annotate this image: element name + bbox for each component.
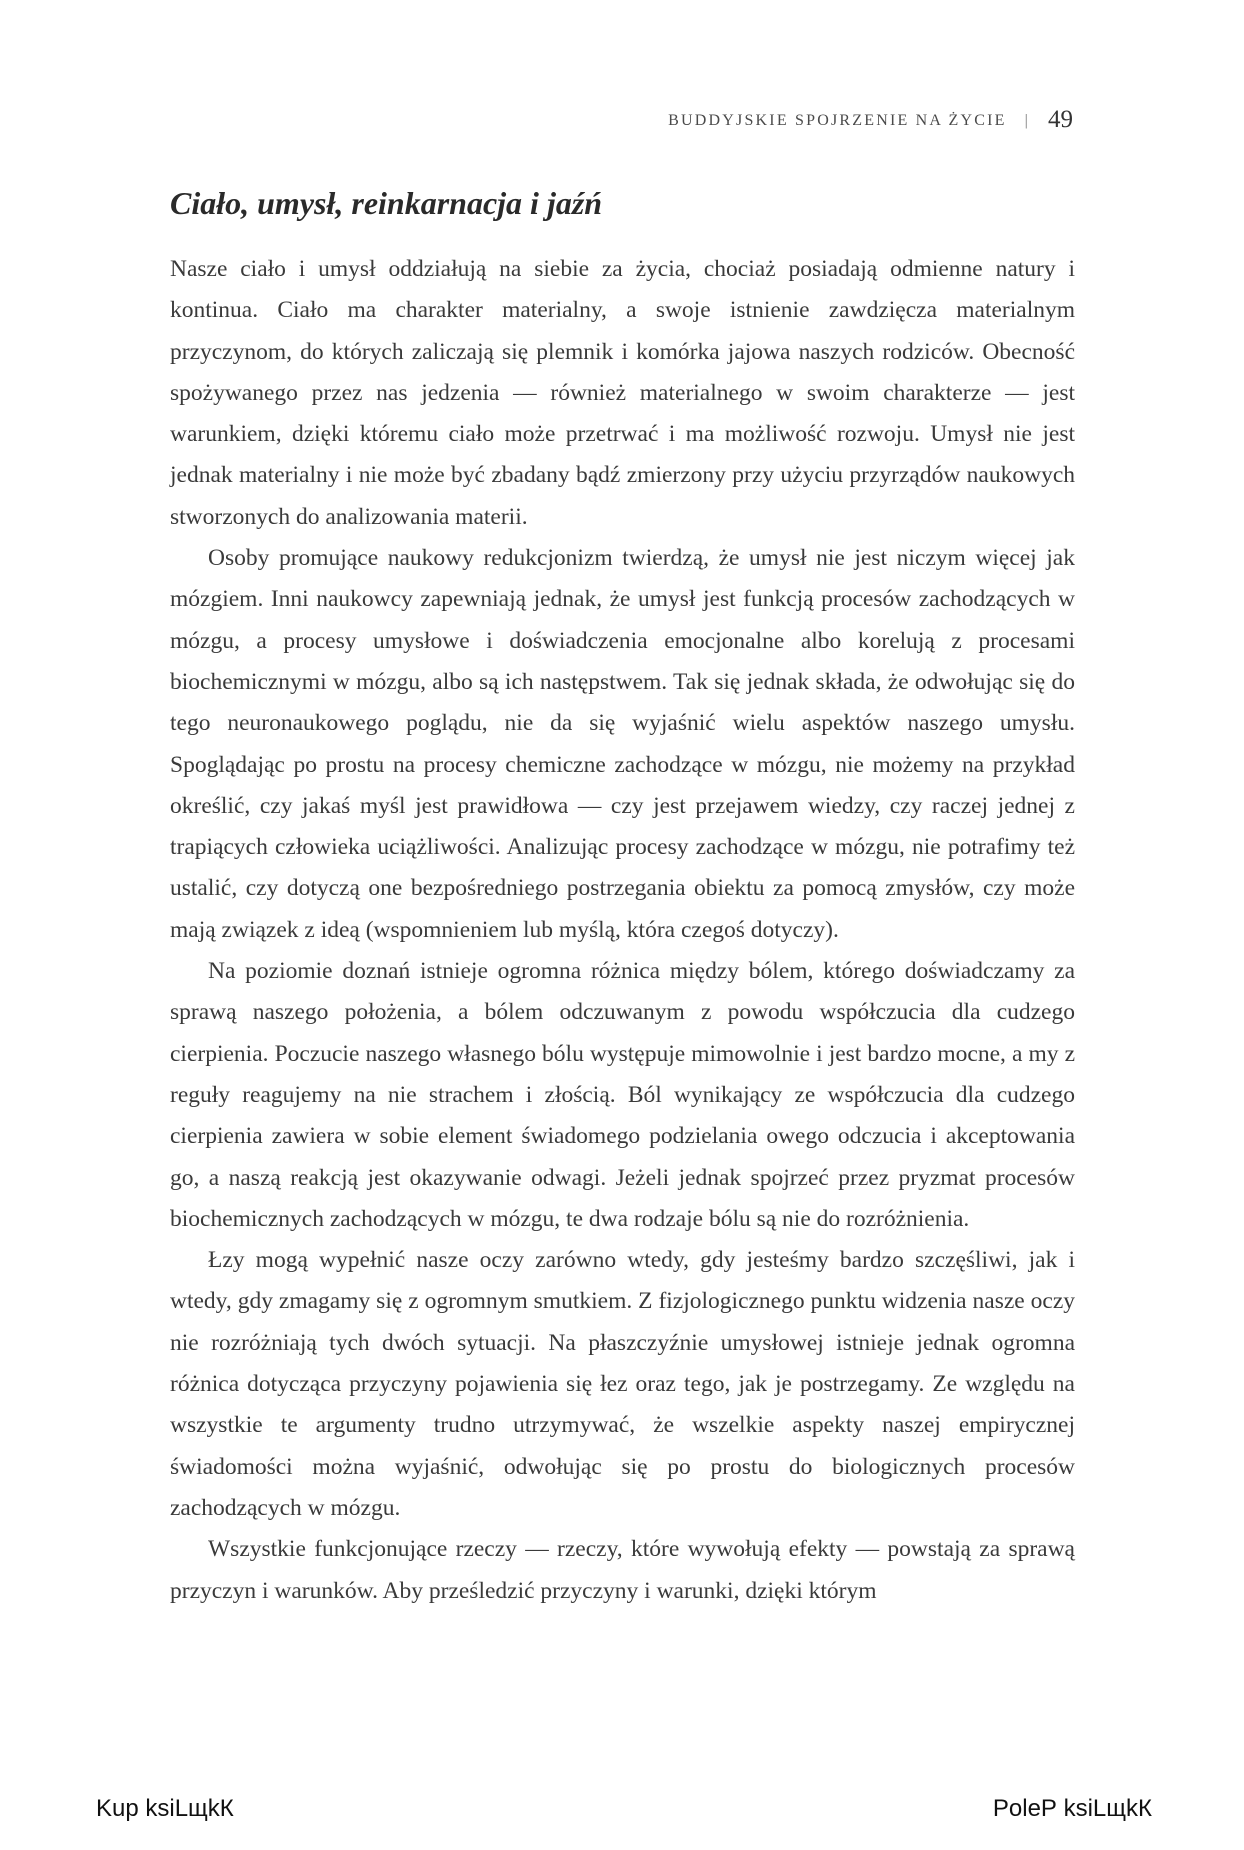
running-title: BUDDYJSKIE SPOJRZENIE NA ŻYCIE [668,112,1007,129]
running-head [668,106,1073,134]
paragraph: Nasze ciało i umysł oddziałują na siebie za życia, chociaż posiadają odmienne natury i kontinua. Ciało ma charakter materialny, a swoje istnienie zawdzięcza materialnym przyczynom, do których zaliczają się plemnik i komórka jajowa naszych rodziców. Obecność spożywanego przez nas jedzenia — również materialnego w swoim charakterze — jest warunkiem, dzięki któremu ciało może przetrwać i ma możliwość rozwoju. Umysł nie jest jednak materialny i nie może być zbadany bądź zmierzony przy użyciu przyrządów naukowych stworzonych do analizowania materii. [170,256,1075,530]
paragraph: Osoby promujące naukowy redukcjonizm twierdzą, że umysł nie jest niczym więcej jak mózgiem. Inni naukowcy zapewniają jednak, że umysł jest funkcją procesów zachodzących w mózgu, a procesy umysłowe i doświadczenia emocjonalne albo korelują z procesami biochemicznymi w mózgu, albo są ich następstwem. Tak się jednak składa, że odwołując się do tego neuronaukowego poglądu, nie da się wyjaśnić wielu aspektów naszego umysłu. Spoglądając po prostu na procesy chemiczne zachodzące w mózgu, nie możemy na przykład określić, czy jakaś myśl jest prawidłowa — czy jest przejawem wiedzy, czy raczej jednej z trapiących człowieka uciążliwości. Analizując procesy zachodzące w mózgu, nie potrafimy też ustalić, czy dotyczą one bezpośredniego postrzegania obiektu za pomocą zmysłów, czy może mają związek z ideą (wspomnieniem lub myślą, która czegoś dotyczy). [170,545,1075,943]
buy-book-link[interactable]: Kup ksiLщkК [96,1795,234,1822]
recommend-book-link[interactable]: PoleР ksiLщkК [992,1795,1152,1822]
section-title: Ciało, umysł, reinkarnacja i jaźń [170,185,603,221]
paragraph: Wszystkie funkcjonujące rzeczy — rzeczy, które wywołują efekty — powstają za sprawą przyczyn i warunków. Aby prześledzić przyczyny i warunki, dzięki którym [170,1536,1075,1604]
page-number: 49 [1048,106,1073,133]
page-content [170,183,1075,1612]
header-separator: | [1024,112,1030,129]
paragraph: Łzy mogą wypełnić nasze oczy zarówno wtedy, gdy jesteśmy bardzo szczęśliwi, jak i wtedy, gdy zmagamy się z ogromnym smutkiem. Z fizjologicznego punktu widzenia nasze oczy nie rozróżniają tych dwóch sytuacji. Na płaszczyźnie umysłowej istnieje jednak ogromna różnica dotycząca przyczyny pojawienia się łez oraz tego, jak je postrzegamy. Ze względu na wszystkie te argumenty trudno utrzymywać, że wszelkie aspekty naszej empirycznej świadomości można wyjaśnić, odwołując się po prostu do biologicznych procesów zachodzących w mózgu. [170,1247,1075,1521]
paragraph: Na poziomie doznań istnieje ogromna różnica między bólem, którego doświadczamy za sprawą naszego położenia, a bólem odczuwanym z powodu współczucia dla cudzego cierpienia. Poczucie naszego własnego bólu występuje mimowolnie i jest bardzo mocne, a my z reguły reagujemy na nie strachem i złością. Ból wynikający ze współczucia dla cudzego cierpienia zawiera w sobie element świadomego podzielania owego odczucia i akceptowania go, a naszą reakcją jest okazywanie odwagi. Jeżeli jednak spojrzeć przez pryzmat procesów biochemicznych zachodzących w mózgu, te dwa rodzaje bólu są nie do rozróżnienia. [170,958,1075,1232]
